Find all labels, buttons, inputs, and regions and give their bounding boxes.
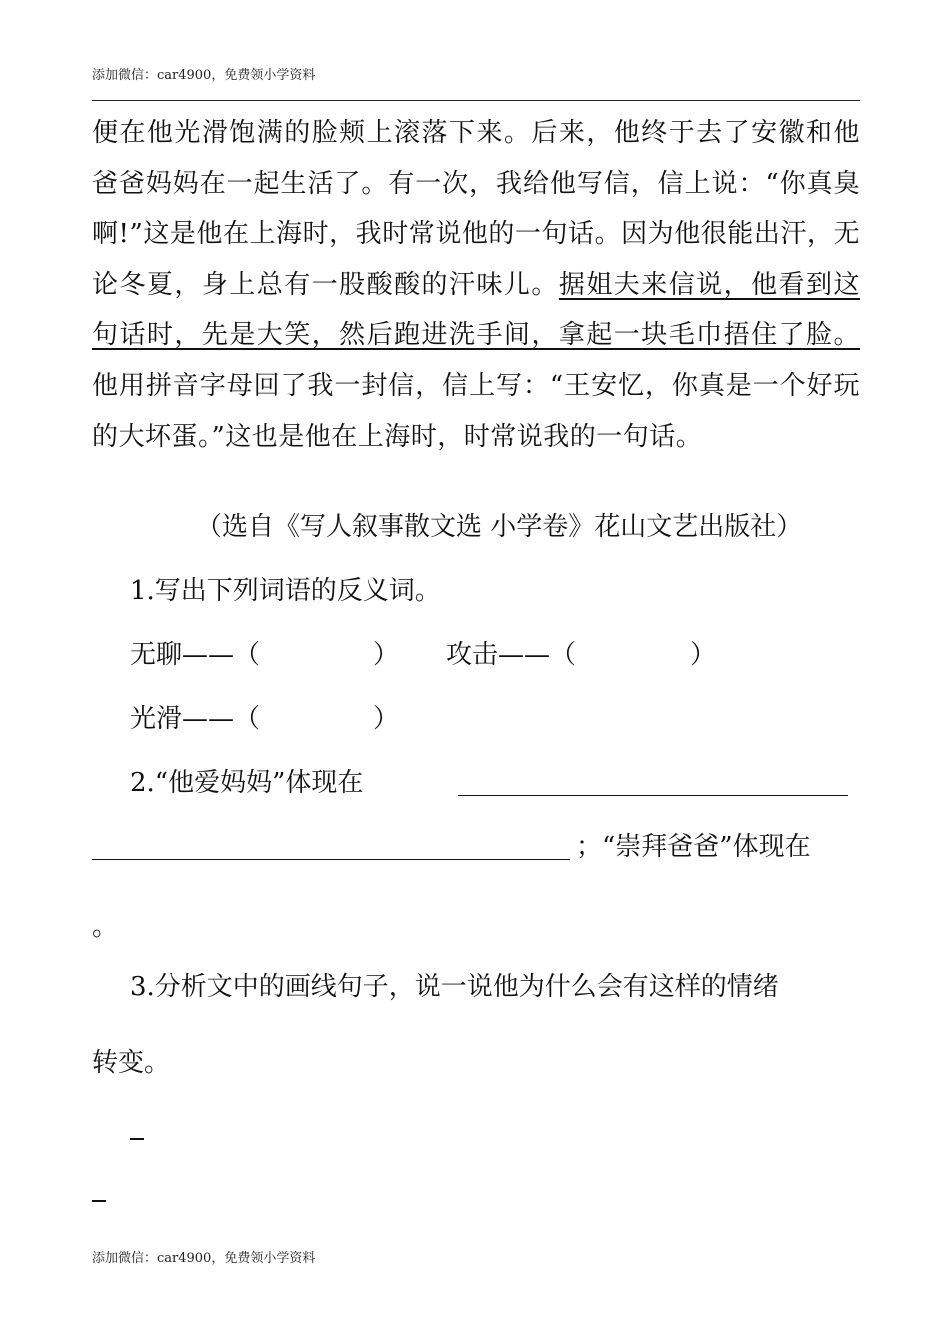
page-footer: 添加微信：car4900，免费领小学资料 (92, 1251, 316, 1266)
q2-answer-line-2[interactable] (92, 859, 570, 860)
q1-close-3: ） (373, 704, 400, 734)
header-divider (92, 100, 860, 101)
passage-text (92, 108, 860, 462)
q1-word-2: 攻击——（ (446, 640, 577, 670)
question-3-prompt-b: 转变。 (92, 1048, 171, 1078)
passage-rest: 他用拼音字母回了我一封信，信上写：“王安忆，你真是一个好玩的大坏蛋。”这也是他在上海时，时常说我的一句话。 (92, 370, 860, 452)
question-3-prompt-a: 3.分析文中的画线句子，说一说他为什么会有这样的情绪 (130, 972, 779, 1002)
q1-word-1: 无聊——（ (130, 640, 261, 670)
underlined-sentence: 据姐夫来信说，他看到这句话时，先是大笑，然后跑进洗手间，拿起一块毛巾捂住了脸。 (92, 269, 860, 351)
q2-answer-line-1[interactable] (458, 795, 848, 796)
question-1-prompt: 1.写出下列词语的反义词。 (130, 576, 441, 606)
question-2-end-mark: 。 (92, 912, 119, 942)
q1-close-1: ） (373, 640, 400, 670)
page-header: 添加微信：car4900，免费领小学资料 (92, 68, 316, 83)
question-2-prompt-a: 2.“他爱妈妈”体现在 (130, 768, 364, 798)
question-2-prompt-b: ；“崇拜爸爸”体现在 (576, 832, 811, 862)
q1-word-3: 光滑——（ (130, 704, 261, 734)
answer-line-stub-1 (130, 1138, 144, 1140)
q1-close-2: ） (690, 640, 717, 670)
source-citation: （选自《写人叙事散文选 小学卷》花山文艺出版社） (196, 512, 803, 542)
answer-line-stub-2 (92, 1200, 106, 1202)
passage-intro: 便在他光滑饱满的脸颊上滚落下来。后来，他终于去了安徽和他爸爸妈妈在一起生活了。有一次，我给他写信，信上说：“你真臭啊!”这是他在上海时，我时常说他的一句话。因为他很能出汗，无论冬夏，身上总有一股酸酸的汗味儿。 (92, 118, 860, 300)
